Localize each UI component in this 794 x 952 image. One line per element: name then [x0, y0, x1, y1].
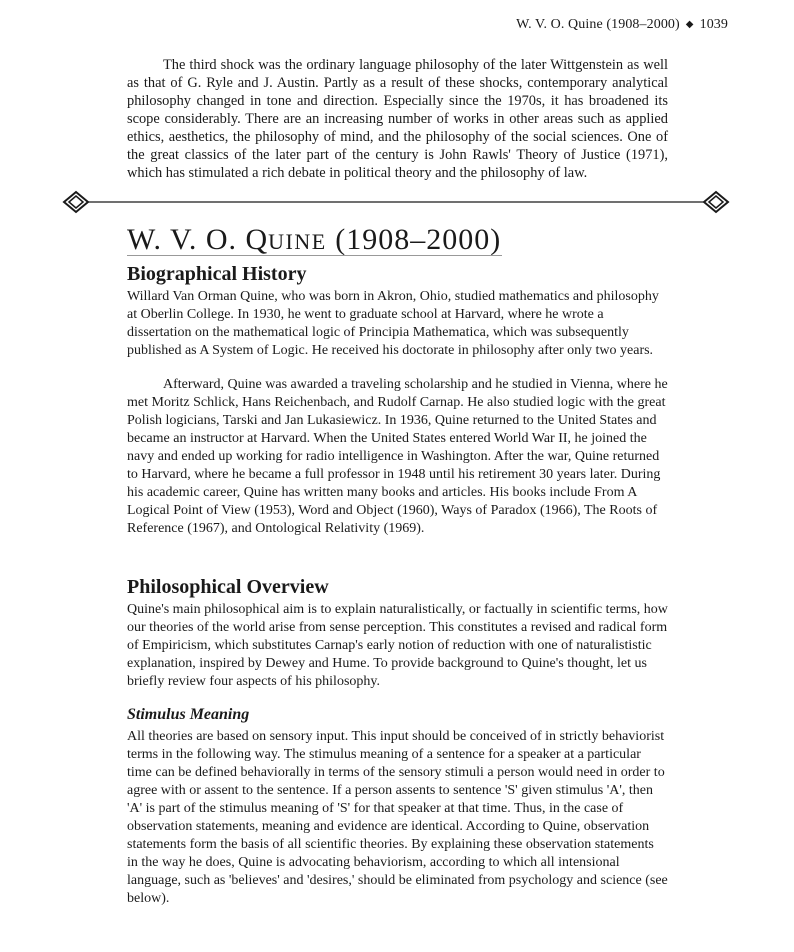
- overview-paragraph: Quine's main philosophical aim is to explain naturalistically, or factually in scientific terms, how our theories of the world arise from sense perception. This constitutes a revised and radical form of Empiricism, which substitutes Carnap's early notion of reduction with one of naturalististic explanation, inspired by Dewey and Hume. To provide background to Quine's thought, let us briefly review four aspects of his philosophy.: [127, 602, 668, 689]
- stimulus-paragraph: All theories are based on sensory input. This input should be conceived of in strictly behaviorist terms in the following way. The stimulus meaning of a sentence for a speaker at a particular time can be defined behaviorally in terms of the sensory stimuli a person would need in order to agree with or assent to the sentence. If a person assents to sentence 'S' given stimulus 'A', then 'A' is part of the stimulus meaning of 'S' for that speaker at that time. Thus, in the case of observation statements, meaning and evidence are identical. According to Quine, observation statements form the basis of all scientific theories. By explaining these observation statements in the way he does, Quine is advocating behaviorism, according to which all intensional language, such as 'believes' and 'desires,' should be eliminated from psychology and science (see below).: [127, 729, 668, 906]
- running-head-title: W. V. O. Quine (1908–2000): [516, 17, 680, 32]
- right-diamond-ornament-icon: [704, 192, 728, 212]
- intro-paragraph: The third shock was the ordinary language philosophy of the later Wittgenstein as well as that of G. Ryle and J. Austin. Partly as a result of these shocks, contemporary analytical philosophy changed in tone and direction. Especially since the 1970s, it has broadened its scope considerably. There are an increasing number of works in other areas such as applied ethics, aesthetics, the philosophy of mind, and the philosophy of the social sciences. One of the great classics of the later part of the century is John Rawls' Theory of Justice (1971), which has stimulated a rich debate in political theory and the philosophy of law.: [127, 57, 668, 181]
- left-diamond-ornament-icon: [64, 192, 88, 212]
- diamond-separator-icon: ◆: [685, 19, 694, 30]
- chapter-title-smallcaps: UINE: [268, 229, 327, 254]
- chapter-title-prefix: W. V. O. Q: [127, 223, 269, 256]
- bio-paragraph-1: Willard Van Orman Quine, who was born in Akron, Ohio, studied mathematics and philosophy at Oberlin College. In 1930, he went to graduate school at Harvard, where he wrote a dissertation on the mathematical logic of Principia Mathematica, which was subsequently published as A System of Logic. He received his doctorate in philosophy after only two years.: [127, 289, 659, 358]
- page-number: 1039: [699, 17, 728, 32]
- heading-philosophical-overview: Philosophical Overview: [127, 576, 329, 598]
- chapter-title-years: (1908–2000): [326, 223, 502, 256]
- heading-biographical-history: Biographical History: [127, 263, 307, 285]
- bio-paragraph-2: Afterward, Quine was awarded a traveling scholarship and he studied in Vienna, where he met Moritz Schlick, Hans Reichenbach, and Rudolf Carnap. He also studied logic with the great Polish logicians, Tarski and Jan Lukasiewicz. In 1936, Quine returned to the United States and became an instructor at Harvard. When the United States entered World War II, he joined the navy and ended up working for radio intelligence in Washington. After the war, Quine returned to Harvard, where he became a full professor in 1948 until his retirement 30 years later. During his academic career, Quine has written many books and articles. His books include From A Logical Point of View (1953), Word and Object (1960), Ways of Paradox (1966), The Roots of Reference (1967), and Ontological Relativity (1969).: [127, 377, 668, 536]
- ornamental-rule: [62, 190, 730, 214]
- heading-stimulus-meaning: Stimulus Meaning: [127, 706, 250, 723]
- title-underline: [127, 255, 502, 256]
- running-head: [516, 17, 728, 33]
